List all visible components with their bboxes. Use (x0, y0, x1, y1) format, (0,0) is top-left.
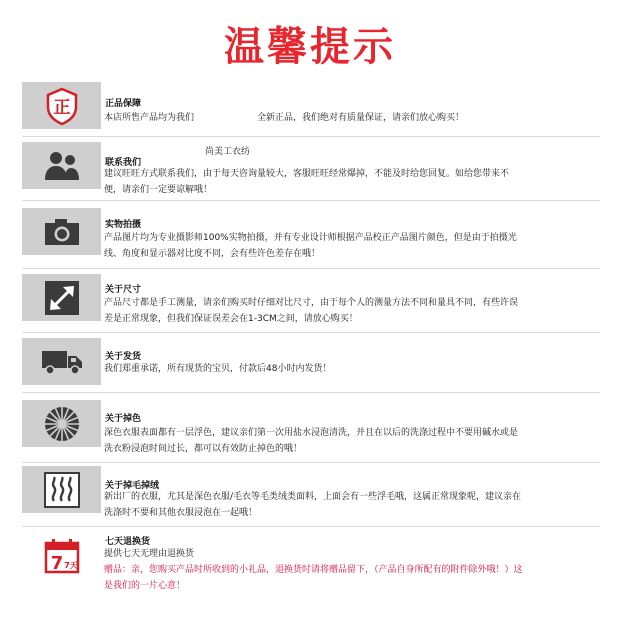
section-body-contact (104, 166, 574, 198)
users-icon (42, 149, 82, 183)
divider (22, 462, 600, 463)
calendar-7-icon (40, 536, 84, 576)
shield-zheng-icon (42, 86, 82, 126)
gift-note-line: 是我们的一片心意！ (104, 581, 186, 591)
lint-icon-tile (22, 466, 101, 513)
section-heading-fading: 关于掉色 (105, 414, 142, 424)
section-heading-quality: 正品保障 (105, 99, 142, 109)
section-line: 洗衣粉浸泡时间过长，都可以有效防止掉色的哦！ (104, 444, 303, 454)
size-icon-tile (22, 274, 101, 321)
section-line: 便，请亲们一定要谅解哦！ (104, 185, 213, 195)
section-body-fading (104, 425, 574, 457)
svg-text:7: 7 (50, 552, 63, 574)
section-heading-contact: 联系我们 (105, 158, 142, 168)
section-body-photo (104, 230, 574, 262)
gift-note-line: 赠品：亲，您购买产品时所收到的小礼品，退换货时请将赠品留下，（产品自身所配有的附件除外哦！）这 (104, 565, 523, 575)
photo-icon-tile (22, 208, 101, 255)
watermark-text: 尚美工衣纺 (205, 147, 251, 157)
section-line: 差是正常现象，但我们保证误差会在1-3CM之间，请放心购买！ (104, 314, 358, 324)
section-heading-shipping: 关于发货 (105, 352, 142, 362)
section-line: 产品尺寸都是手工测量，请亲们购买时仔细对比尺寸，由于每个人的测量方法不同和量具不同，有些许误 (104, 298, 519, 308)
resize-arrows-icon (43, 279, 81, 317)
camera-icon (42, 216, 82, 248)
contact-icon-tile (22, 142, 101, 189)
divider (22, 200, 600, 201)
divider (22, 332, 600, 333)
section-line: 提供七天无理由退换货 (104, 549, 195, 559)
svg-text:正: 正 (53, 97, 70, 118)
section-line: 洗涤时不要和其他衣服浸泡在一起哦！ (104, 508, 258, 518)
section-heading-returns: 七天退换货 (105, 537, 151, 547)
section-line: 建议旺旺方式联系我们，由于每天咨询量较大，客服旺旺经常爆掉，不能及时给您回复。如给您带来不 (104, 169, 510, 179)
section-body-quality (104, 110, 574, 126)
divider (22, 392, 600, 393)
shipping-icon-tile (22, 338, 101, 385)
divider (22, 268, 600, 269)
section-heading-size: 关于尺寸 (105, 285, 142, 295)
section-body-lint (104, 489, 574, 521)
section-line: 我们郑重承诺，所有现货的宝贝，付款后48小时内发货！ (104, 364, 332, 374)
section-body-size (104, 295, 574, 327)
delivery-truck-icon (40, 347, 84, 377)
svg-text:7天: 7天 (63, 560, 78, 570)
section-line: 深色衣服表面都有一层浮色，建议亲们第一次用盐水浸泡清洗，并且在以后的洗涤过程中不要用碱水或是 (104, 428, 519, 438)
divider (22, 136, 600, 137)
section-line: 线、角度和显示器对比度不同，会有些许色差存在哦！ (104, 249, 321, 259)
section-heading-lint: 关于掉毛掉绒 (105, 481, 160, 491)
section-line: 产品图片均为专业摄影师100%实物拍摄，并有专业设计师根据产品校正产品图片颜色，但是由于拍摄光 (104, 233, 517, 243)
fiber-waves-icon (42, 470, 82, 510)
color-fade-icon-tile (22, 400, 101, 447)
section-line: 新出厂的衣服，尤其是深色衣服/毛衣等毛类绒类面料，上面会有一些浮毛哦，这属正常现象呢，建议亲在 (104, 492, 522, 502)
page-title: 温馨提示 (224, 24, 396, 70)
color-wheel-icon (42, 404, 82, 444)
section-heading-photo: 实物拍摄 (105, 220, 142, 230)
section-body-shipping (104, 361, 574, 377)
quality-icon-tile (22, 82, 101, 129)
section-line: 本店所售产品均为我们 全新正品，我们绝对有质量保证，请亲们放心购买！ (104, 113, 465, 123)
return-icon-tile (22, 532, 101, 579)
divider (22, 526, 600, 527)
section-body-returns (104, 546, 574, 594)
